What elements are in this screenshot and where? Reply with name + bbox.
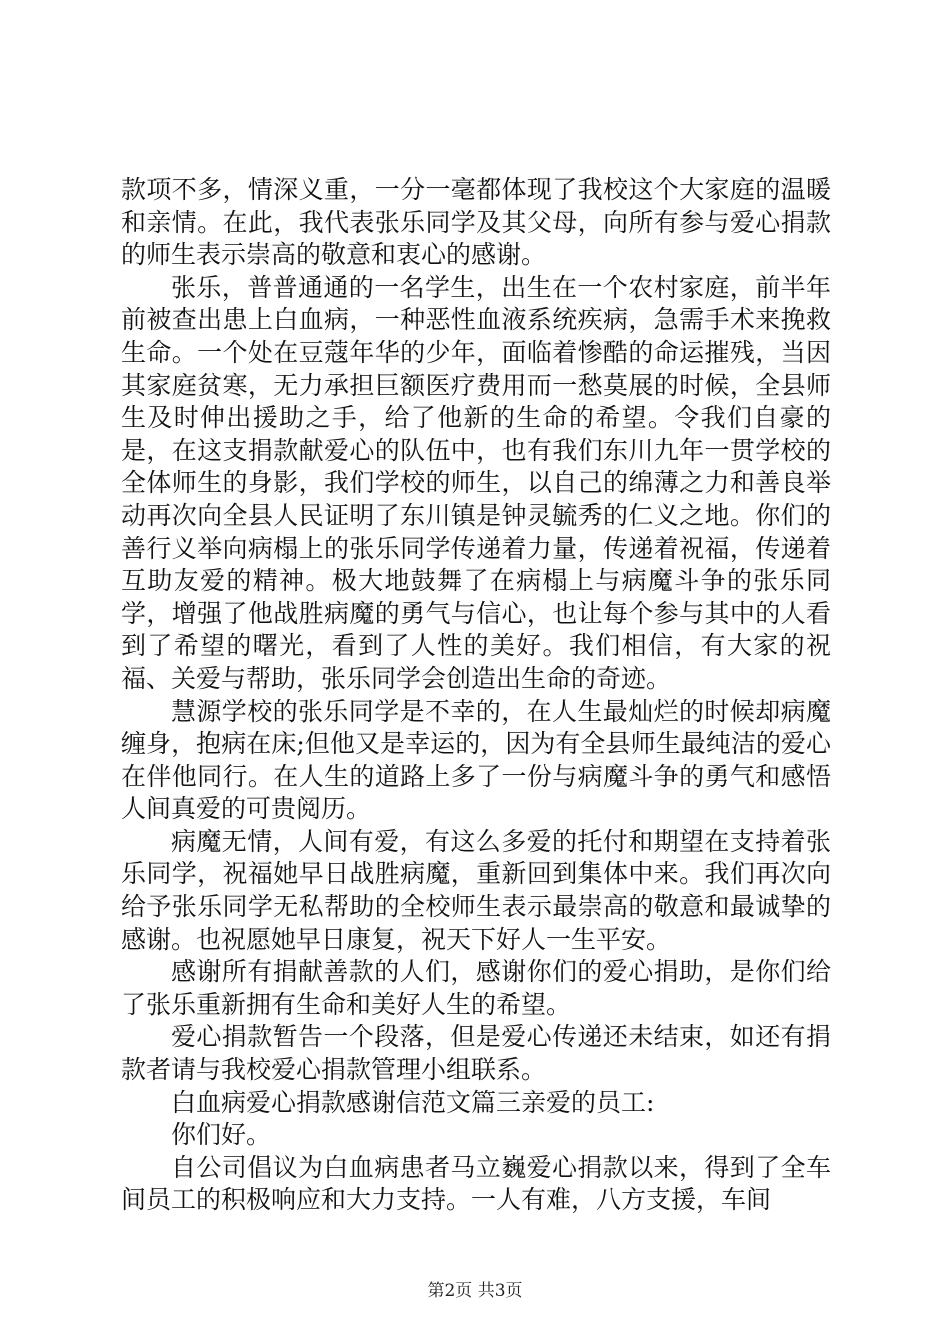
paragraph-zhangle-story: 张乐，普普通通的一名学生，出生在一个农村家庭，前半年前被查出患上白血病，一种恶性血液系统疾病，急需手术来挽救生命。一个处在豆蔻年华的少年，面临着惨酷的命运摧残，当因其家庭贫寒，无力承担巨额医疗费用而一愁莫展的时候，全县师生及时伸出援助之手，给了他新的生命的希望。令我们自豪的是，在这支捐款献爱心的队伍中，也有我们东川九年一贯学校的全体师生的身影，我们学校的师生，以自己的绵薄之力和善良举动再次向全县人民证明了东川镇是钟灵毓秀的仁义之地。你们的善行义举向病榻上的张乐同学传递着力量，传递着祝福，传递着互助友爱的精神。极大地鼓舞了在病榻上与病魔斗争的张乐同学，增强了他战胜病魔的勇气与信心，也让每个参与其中的人看到了希望的曙光，看到了人性的美好。我们相信，有大家的祝福、关爱与帮助，张乐同学会创造出生命的奇迹。	[121, 272, 831, 693]
paragraph-company-initiative: 自公司倡议为白血病患者马立巍爱心捐款以来，得到了全车间员工的积极响应和大力支持。一人有难，八方支援，车间	[121, 1152, 831, 1215]
document-body	[121, 174, 831, 1217]
page-number-footer: 第2页 共3页	[427, 1281, 523, 1301]
paragraph-blessing: 病魔无情，人间有爱，有这么多爱的托付和期望在支持着张乐同学，祝福她早日战胜病魔，重新回到集体中来。我们再次向给予张乐同学无私帮助的全校师生表示最崇高的敬意和最诚挚的感谢。也祝愿她早日康复，祝天下好人一生平安。	[121, 826, 831, 954]
paragraph-huiyuan-school: 慧源学校的张乐同学是不幸的，在人生最灿烂的时候却病魔缠身，抱病在床;但他又是幸运的，因为有全县师生最纯洁的爱心在伴他同行。在人生的道路上多了一份与病魔斗争的勇气和感悟人间真爱的可贵阅历。	[121, 696, 831, 824]
paragraph-greeting: 你们好。	[171, 1120, 272, 1150]
paragraph-thanks-donors: 感谢所有捐献善款的人们，感谢你们的爱心捐助，是你们给了张乐重新拥有生命和美好人生的希望。	[121, 957, 831, 1019]
paragraph-donation-contact: 爱心捐款暂告一个段落，但是爱心传递还未结束，如还有捐款者请与我校爱心捐款管理小组联系。	[121, 1022, 831, 1085]
paragraph-letter-three-title: 白血病爱心捐款感谢信范文篇三亲爱的员工:	[171, 1087, 655, 1117]
paragraph-continuation: 款项不多，情深义重，一分一毫都体现了我校这个大家庭的温暖和亲情。在此，我代表张乐同学及其父母，向所有参与爱心捐款的师生表示崇高的敬意和衷心的感谢。	[121, 175, 831, 270]
